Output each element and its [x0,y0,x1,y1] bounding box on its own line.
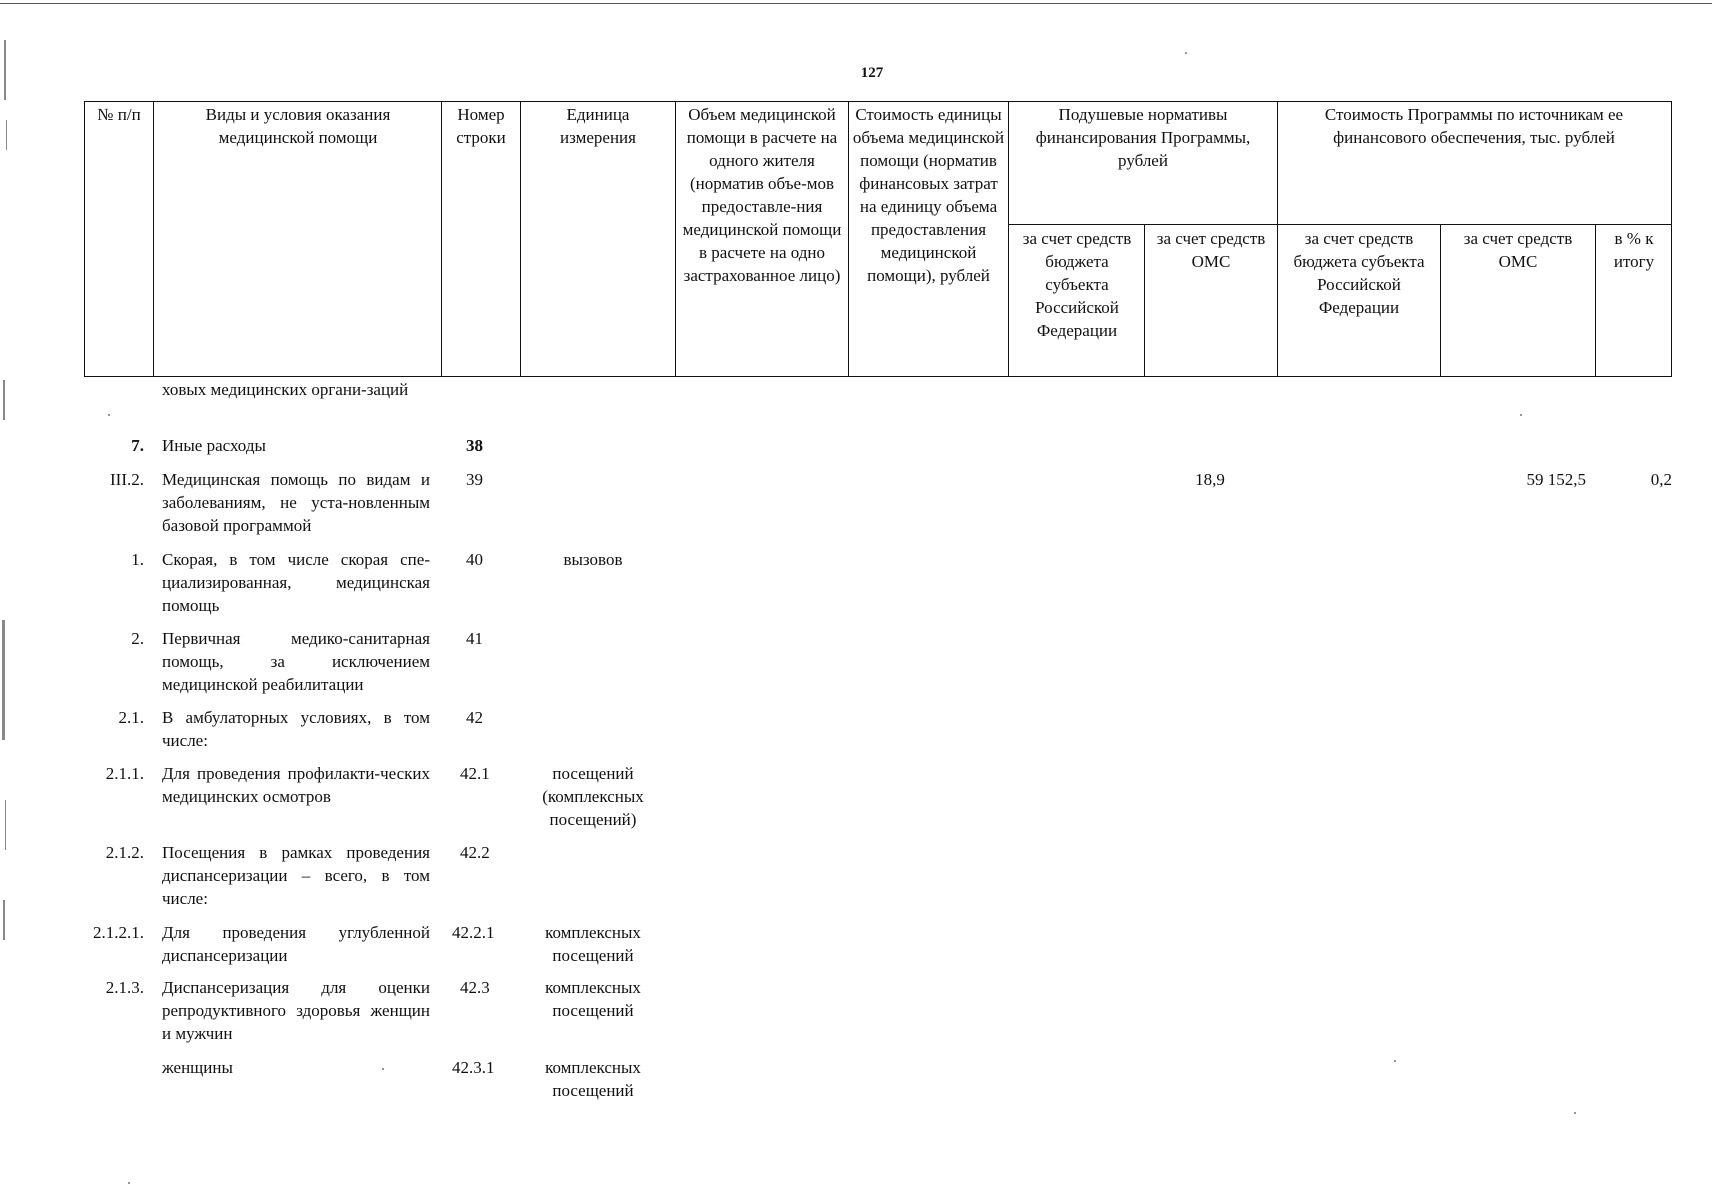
row-line: 42.2.1 [452,923,495,942]
header-per-capita: Подушевые нормативы финансирования Программы, рублей [1035,105,1251,170]
scan-speck [1520,414,1522,416]
row-num: 2.1.2. [105,843,144,862]
row-line: 40 [466,550,483,569]
row-line: 42 [466,708,483,727]
header-unit: Единица измерения [560,105,636,147]
row-name: Медицинская помощь по видам и заболеваниям, не уста-новленным базовой программой [162,470,430,535]
top-rule [0,3,1712,4]
row-unit: вызовов [563,550,623,569]
scan-speck [382,1068,384,1070]
header-line: Номер строки [456,105,506,147]
row-name: Первичная медико-санитарная помощь, за исключением медицинской реабилитации [162,629,430,694]
row-name: ховых медицинских органи-заций [162,380,409,399]
row-num: 7. [131,436,144,455]
row-line: 39 [466,470,483,489]
row-name: Для проведения углубленной диспансеризации [162,923,430,965]
row-line: 42.1 [460,764,490,783]
row-per-capita-oms: 18,9 [1195,470,1225,489]
header-volume: Объем медицинской помощи в расчете на одного жителя (норматив объе-мов предоставле-ния медицинской помощи в расчете на одно застрахованное лицо) [682,105,842,285]
row-line: 42.2 [460,843,490,862]
row-line: 42.3 [460,978,490,997]
row-num: 2.1.1. [105,764,144,783]
row-num: 2.1.2.1. [93,923,144,942]
row-line: 41 [466,629,483,648]
row-unit: комплексных посещений [545,978,641,1020]
scan-speck [1185,52,1187,54]
row-name: Иные расходы [162,436,266,455]
row-cost-oms: 59 152,5 [1526,470,1586,489]
scan-edge-noise [0,0,30,1200]
row-num: 2. [131,629,144,648]
header-kind: Виды и условия оказания медицинской помощи [205,105,391,147]
row-name: женщины [162,1058,233,1077]
row-num: III.2. [110,470,144,489]
scan-speck [108,414,110,416]
header-cost-oms: за счет средств ОМС [1463,229,1573,271]
row-unit: комплексных посещений [545,923,641,965]
scan-speck [1394,1060,1396,1062]
row-name: Посещения в рамках проведения диспансеризации – всего, в том числе: [162,843,430,908]
scan-speck [128,1182,130,1184]
row-name: Диспансеризация для оценки репродуктивного здоровья женщин и мужчин [162,978,430,1043]
row-name: Скорая, в том числе скорая спе-циализированная, медицинская помощь [162,550,430,615]
header-unit-cost: Стоимость единицы объема медицинской помощи (норматив финансовых затрат на единицу объема предоставления медицинской помощи), рублей [852,105,1005,285]
row-line: 42.3.1 [452,1058,495,1077]
row-cost-pct: 0,2 [1650,470,1672,489]
row-num: 2.1.3. [105,978,144,997]
row-num: 1. [131,550,144,569]
row-line: 38 [466,436,483,455]
header-cost-budget: за счет средств бюджета субъекта Российской Федерации [1293,229,1425,317]
header-cost-pct: в % к итогу [1613,229,1655,271]
header-per-capita-oms: за счет средств ОМС [1156,229,1266,271]
page-number: 127 [860,65,884,81]
row-unit: посещений (комплексных посещений) [542,764,644,829]
row-name: Для проведения профилакти-ческих медицинских осмотров [162,764,430,806]
row-num: 2.1. [118,708,144,727]
row-name: В амбулаторных условиях, в том числе: [162,708,430,750]
scan-speck [1574,1112,1576,1114]
header-program-cost: Стоимость Программы по источникам ее финансового обеспечения, тыс. рублей [1324,105,1624,147]
header-num: № п/п [97,105,141,124]
header-per-capita-budget: за счет средств бюджета субъекта Российской Федерации [1022,229,1132,340]
row-unit: комплексных посещений [545,1058,641,1100]
